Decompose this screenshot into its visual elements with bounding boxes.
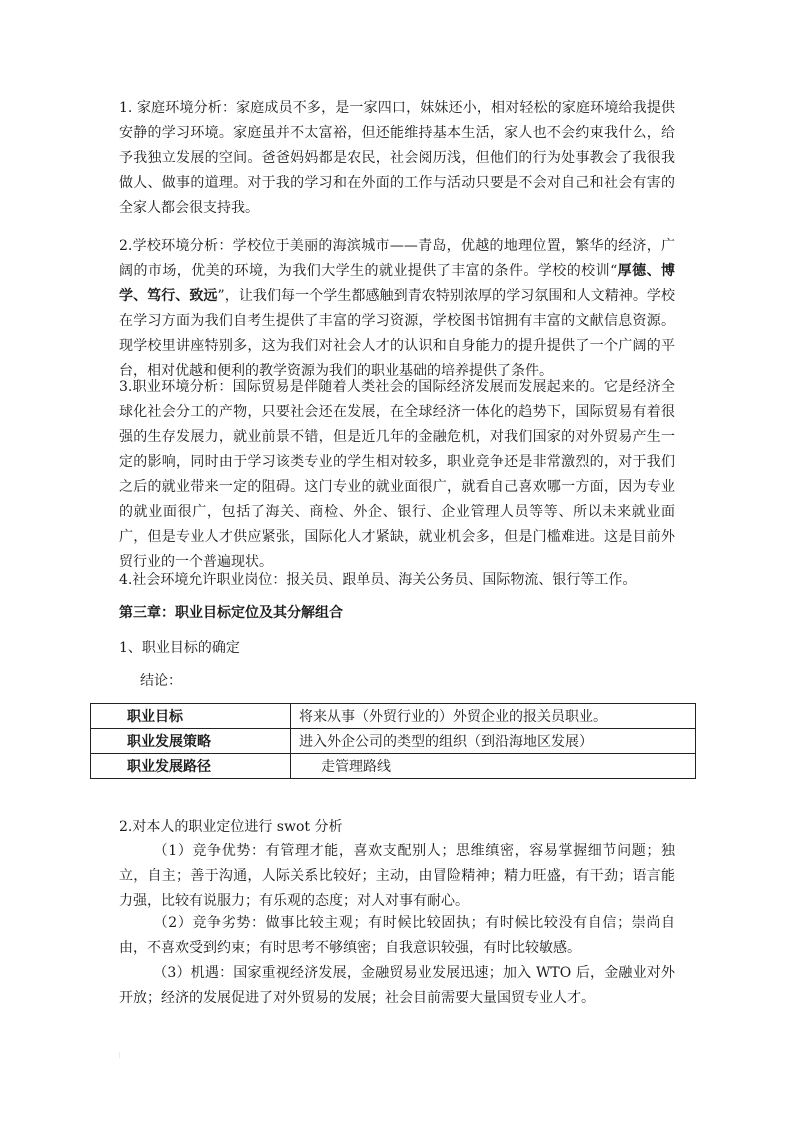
table-value: 将来从事（外贸行业的）外贸企业的报关员职业。 — [291, 704, 696, 729]
swot-strengths — [119, 839, 675, 914]
table-row — [91, 729, 696, 754]
swot-opportunities-text: （3）机遇：国家重视经济发展，金融贸易业发展迅速；加入 WTO 后，金融业对外开放；经济的发展促进了对外贸易的发展；社会目前需要大量国贸专业人才。 — [119, 965, 675, 1006]
swot-weaknesses-text: （2）竞争劣势：做事比较主观；有时候比较固执；有时候比较没有自信；崇尚自由，不喜欢受到约束；有时思考不够缜密；自我意识较强，有时比较敏感。 — [119, 915, 675, 956]
swot-opportunities — [119, 961, 675, 1011]
chapter-heading: 第三章：职业目标定位及其分解组合 — [119, 605, 343, 621]
table-key: 职业目标 — [91, 704, 291, 729]
page-mark — [119, 1052, 120, 1058]
school-text-b: ”，让我们每一个学生都感触到青农特别浓厚的学习氛围和人文精神。学校在学习方面为我们自考生提供了丰富的学习资源，学校图书馆拥有丰富的文献信息资源。现学校里讲座特别多，这为我们对社会人才的认识和自身能力的提升提供了一个广阔的平台，相对优越和便利的教学资源为我们的职业基础的培养提供了条件。 — [119, 288, 676, 379]
table-key: 职业发展策略 — [91, 729, 291, 754]
table-key: 职业发展路径 — [91, 754, 291, 779]
school-environment-paragraph — [119, 234, 675, 384]
table-value: 走管理路线 — [291, 754, 696, 779]
swot-strengths-text: （1）竞争优势：有管理才能，喜欢支配别人；思维缜密，容易掌握细节问题；独立，自主；善于沟通，人际关系比较好；主动，由冒险精神；精力旺盛，有干劲；语言能力强，比较有说服力；有乐观的态度；对人对事有耐心。 — [119, 843, 675, 909]
career-environment-paragraph: 3.职业环境分析：国际贸易是伴随着人类社会的国际经济发展而发展起来的。它是经济全球化社会分工的产物，只要社会还在发展，在全球经济一体化的趋势下，国际贸易有着很强的生存发展力，就业前景不错，但是近几年的金融危机，对我们国家的对外贸易产生一定的影响，同时由于学习该类专业的学生相对较多，职业竞争还是非常激烈的，对于我们之后的就业带来一定的阻碍。这门专业的就业面很广，就看自己喜欢哪一方面，因为专业的就业面很广，包括了海关、商检、外企、银行、企业管理人员等等、所以未来就业面广，但是专业人才供应紧张，国际化人才紧缺，就业机会多，但是门槛难进。这是目前外贸行业的一个普遍现状。 — [119, 379, 675, 570]
table-value: 进入外企公司的类型的组织（到沿海地区发展） — [291, 729, 696, 754]
career-goal-table — [90, 703, 696, 779]
allowed-positions-line: 4.社会环境允许职业岗位：报关员、跟单员、海关公务员、国际物流、银行等工作。 — [119, 572, 637, 588]
family-environment-paragraph: 1. 家庭环境分析：家庭成员不多，是一家四口，妹妹还小，相对轻松的家庭环境给我提供安静的学习环境。家庭虽并不太富裕，但还能维持基本生活，家人也不会约束我什么，给予我独立发展的空间。爸爸妈妈都是农民，社会阅历浅，但他们的行为处事教会了我很我做人、做事的道理。对于我的学习和在外面的工作与活动只要是不会对自己和社会有害的全家人都会很支持我。 — [119, 100, 675, 216]
table-row — [91, 704, 696, 729]
section-goal-title: 1、职业目标的确定 — [119, 640, 240, 656]
swot-weaknesses — [119, 911, 675, 961]
table-row — [91, 754, 696, 779]
swot-title: 2.对本人的职业定位进行 swot 分析 — [119, 819, 343, 835]
school-motto: 厚德、博学、笃行、致远 — [119, 263, 676, 304]
school-text-a: 2.学校环境分析：学校位于美丽的海滨城市——青岛，优越的地理位置，繁华的经济，广阔的市场，优美的环境，为我们大学生的就业提供了丰富的条件。学校的校训“ — [119, 238, 675, 279]
conclusion-label: 结论： — [140, 673, 182, 689]
